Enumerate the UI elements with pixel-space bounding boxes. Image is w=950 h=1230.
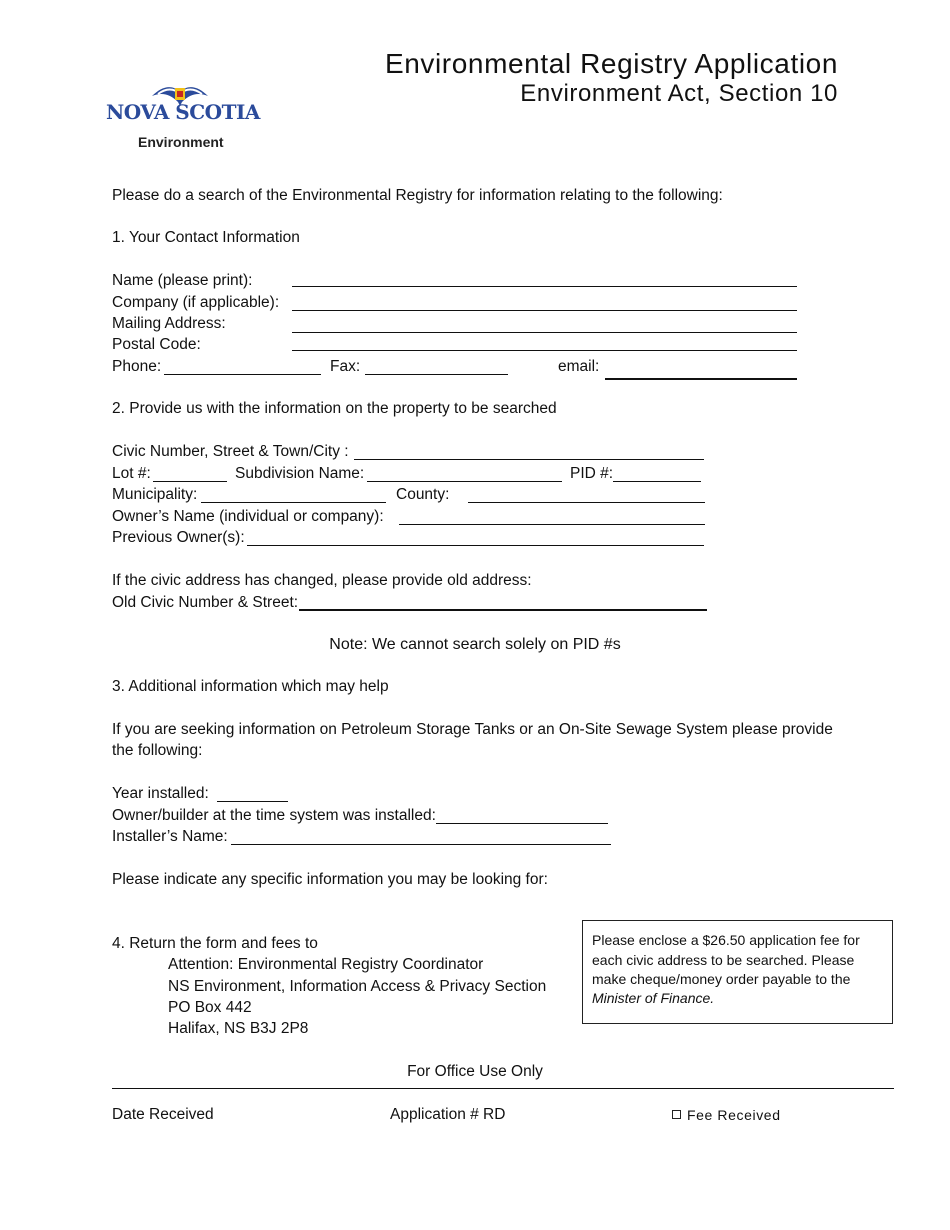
tanks-text-line1: If you are seeking information on Petroleum Storage Tanks or an On-Site Sewage System please provide	[112, 721, 833, 738]
fee-received-checkbox[interactable]	[672, 1110, 681, 1119]
subdivision-label: Subdivision Name:	[235, 465, 365, 482]
postal-code-field[interactable]	[292, 350, 797, 351]
page-subtitle: Environment Act, Section 10	[520, 80, 838, 107]
return-address-line: NS Environment, Information Access & Privacy Section	[168, 978, 547, 995]
fee-received-item	[672, 1107, 781, 1123]
logo-wordmark: NOVA SCOTIA	[106, 100, 260, 124]
fee-notice-payee: Minister of Finance.	[592, 990, 715, 1006]
office-use-divider	[112, 1088, 894, 1089]
installer-name-label: Installer’s Name:	[112, 828, 228, 845]
fee-notice-line: make cheque/money order payable to the	[592, 971, 851, 987]
pid-note: Note: We cannot search solely on PID #s	[329, 636, 621, 653]
section4-heading: 4. Return the form and fees to	[112, 935, 318, 952]
phone-label: Phone:	[112, 358, 162, 375]
section2-heading: 2. Provide us with the information on the property to be searched	[112, 400, 557, 417]
company-field[interactable]	[292, 310, 797, 311]
fax-field[interactable]	[365, 374, 508, 375]
tanks-text-line2: the following:	[112, 742, 203, 759]
nova-scotia-logo	[106, 82, 266, 154]
pid-field[interactable]	[613, 481, 701, 482]
intro-text: Please do a search of the Environmental Registry for information relating to the following:	[112, 187, 723, 204]
municipality-label: Municipality:	[112, 486, 198, 503]
subdivision-field[interactable]	[367, 481, 562, 482]
old-civic-label: Old Civic Number & Street:	[112, 594, 299, 611]
owner-name-field[interactable]	[399, 524, 705, 525]
fee-notice-line: Please enclose a $26.50 application fee for	[592, 932, 860, 948]
municipality-field[interactable]	[201, 502, 386, 503]
lot-field[interactable]	[153, 481, 227, 482]
mailing-address-label: Mailing Address:	[112, 315, 226, 332]
county-label: County:	[396, 486, 450, 503]
postal-code-label: Postal Code:	[112, 336, 201, 353]
owner-name-label: Owner’s Name (individual or company):	[112, 508, 384, 525]
return-address-line: Attention: Environmental Registry Coordinator	[168, 956, 484, 973]
pid-label: PID #:	[570, 465, 614, 482]
builder-field[interactable]	[436, 823, 608, 824]
email-field[interactable]	[605, 378, 797, 380]
civic-field[interactable]	[354, 459, 704, 460]
lot-label: Lot #:	[112, 465, 151, 482]
section3-heading: 3. Additional information which may help	[112, 678, 389, 695]
phone-field[interactable]	[164, 374, 321, 375]
specific-info-label: Please indicate any specific information you may be looking for:	[112, 871, 548, 888]
logo-department: Environment	[138, 134, 224, 150]
previous-owner-field[interactable]	[247, 545, 704, 546]
name-label: Name (please print):	[112, 272, 253, 289]
fax-label: Fax:	[330, 358, 361, 375]
date-received-label: Date Received	[112, 1106, 214, 1123]
fee-notice-box	[582, 920, 893, 1024]
name-field[interactable]	[292, 286, 797, 287]
company-label: Company (if applicable):	[112, 294, 280, 311]
return-address-line: PO Box 442	[168, 999, 252, 1016]
mailing-address-field[interactable]	[292, 332, 797, 333]
year-installed-label: Year installed:	[112, 785, 209, 802]
old-address-note: If the civic address has changed, please provide old address:	[112, 572, 532, 589]
year-installed-field[interactable]	[217, 801, 288, 802]
builder-label: Owner/builder at the time system was installed:	[112, 807, 436, 824]
office-use-heading: For Office Use Only	[407, 1063, 543, 1080]
fee-received-label: Fee Received	[687, 1107, 781, 1123]
application-number-label: Application # RD	[390, 1106, 506, 1123]
page-title: Environmental Registry Application	[384, 48, 838, 79]
installer-name-field[interactable]	[231, 844, 611, 845]
section1-heading: 1. Your Contact Information	[112, 229, 300, 246]
previous-owner-label: Previous Owner(s):	[112, 529, 245, 546]
fee-notice-line: each civic address to be searched. Please	[592, 952, 855, 968]
old-civic-field[interactable]	[299, 609, 707, 611]
email-label: email:	[558, 358, 600, 375]
civic-label: Civic Number, Street & Town/City :	[112, 443, 349, 460]
county-field[interactable]	[468, 502, 705, 503]
return-address-line: Halifax, NS B3J 2P8	[168, 1020, 309, 1037]
